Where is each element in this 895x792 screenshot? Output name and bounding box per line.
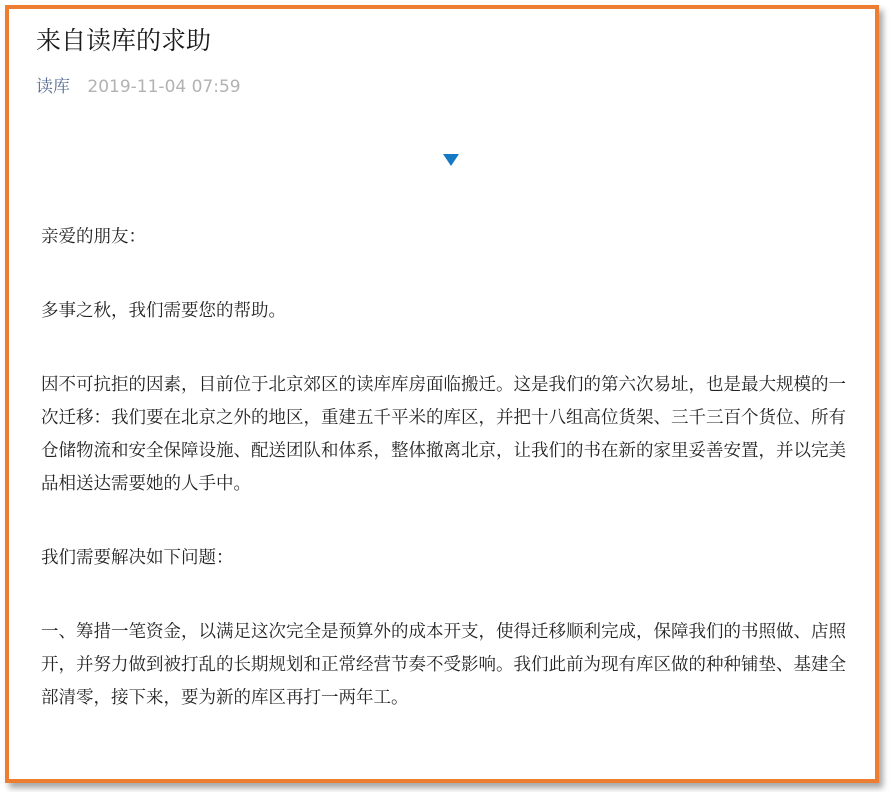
article-meta [36, 75, 241, 99]
article-body [41, 221, 861, 756]
article-frame [5, 5, 879, 783]
paragraph-problem-one: 一、筹措一笔资金，以满足这次完全是预算外的成本开支，使得迁移顺利完成，保障我们的书照做、店照开，并努力做到被打乱的长期规划和正常经营节奏不受影响。我们此前为现有库区做的种种铺垫、基建全部清零，接下来，要为新的库区再打一两年工。 [41, 622, 846, 708]
publish-date: 2019-11-04 07:59 [87, 77, 241, 97]
paragraph-relocation: 因不可抗拒的因素，目前位于北京郊区的读库库房面临搬迁。这是我们的第六次易址，也是最大规模的一次迁移：我们要在北京之外的地区，重建五千平米的库区，并把十八组高位货架、三千三百个货位、所有仓储物流和安全保障设施、配送团队和体系，整体撤离北京，让我们的书在新的家里妥善安置，并以完美品相送达需要她的人手中。 [41, 375, 846, 494]
paragraph-greeting: 亲爱的朋友： [41, 227, 146, 247]
paragraph-intro: 多事之秋，我们需要您的帮助。 [41, 301, 286, 321]
author-link[interactable]: 读库 [36, 77, 70, 97]
paragraph-problems-heading: 我们需要解决如下问题： [41, 548, 234, 568]
article-title: 来自读库的求助 [36, 26, 212, 55]
triangle-down-icon[interactable] [443, 154, 459, 166]
